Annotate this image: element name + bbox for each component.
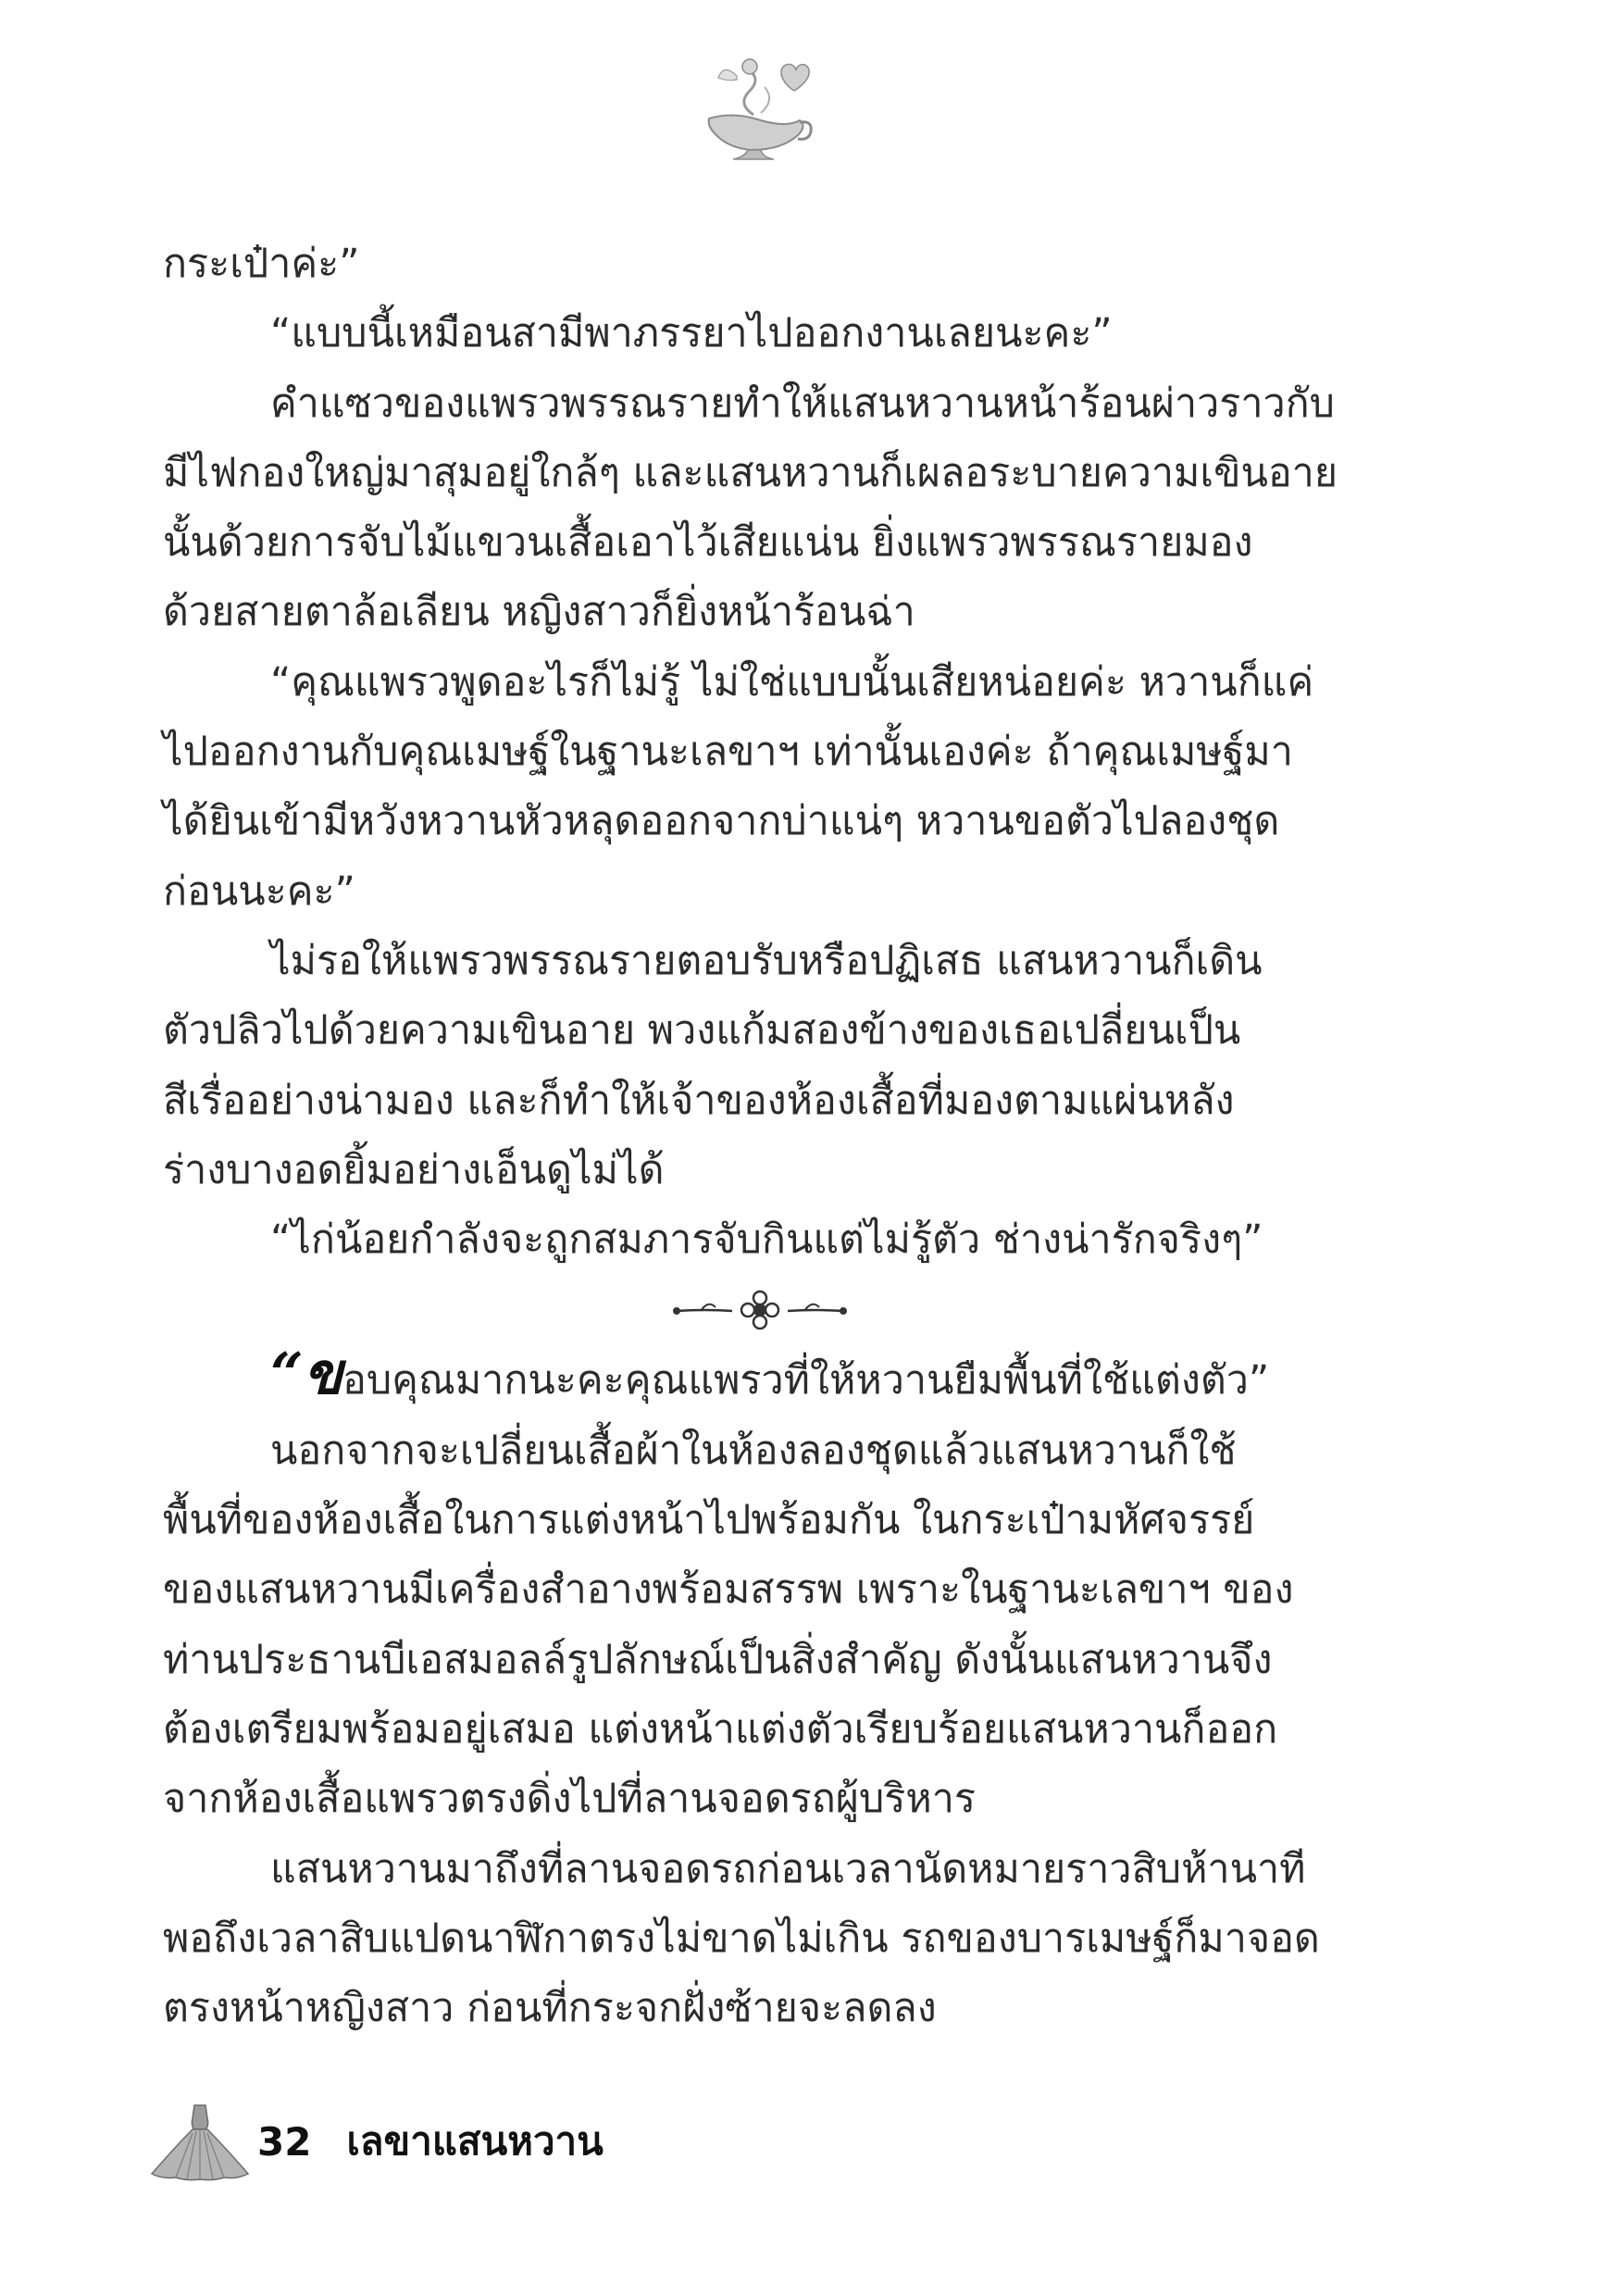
paragraph: กระเป๋าค่ะ” xyxy=(163,241,360,287)
drop-cap: “ข xyxy=(270,1340,343,1408)
page-footer xyxy=(148,2100,604,2183)
section-opening-line xyxy=(163,1340,1357,1416)
floral-divider-icon xyxy=(667,1287,853,1333)
paragraph: “คุณแพรวพูดอะไรก็ไม่รู้ ไม่ใช่แบบนั้นเสียหน่อยค่ะ หวานก็แค่ ไปออกงานกับคุณเมษฐ์ในฐานะเลขาฯ เท่านั้นเองค่ะ ถ้าคุณเมษฐ์มา ได้ยินเข้ามีหวังหวานหัวหลุดออกจากบ่าแน่ๆ หวานขอตัวไปลองชุด ก่อนนะคะ” xyxy=(163,658,1314,915)
scene-break xyxy=(163,1275,1357,1345)
paragraph: นอกจากจะเปลี่ยนเสื้อผ้าในห้องลองชุดแล้วแสนหวานก็ใช้ พื้นที่ของห้องเสื้อในการแต่งหน้าไปพร้อมกัน ในกระเป๋ามหัศจรรย์ ของแสนหวานมีเครื่องสำอางพร้อมสรรพ เพราะในฐานะเลขาฯ ของ ท่านประธานบีเอสมอลล์รูปลักษณ์เป็นสิ่งสำคัญ ดังนั้นแสนหวานจึง ต้องเตรียมพร้อมอยู่เสมอ แต่งหน้าแต่งตัวเรียบร้อยแสนหวานก็ออก จากห้องเสื้อแพรวตรงดิ่งไปที่ลานจอดรถผู้บริหาร xyxy=(163,1427,1294,1823)
paragraph: คำแซวของแพรวพรรณรายทำให้แสนหวานหน้าร้อนผ่าวราวกับ มีไฟกองใหญ่มาสุมอยู่ใกล้ๆ และแสนหวานก็เผลอระบายความเขินอาย นั้นด้วยการจับไม้แขวนเสื้อเอาไว้เสียแน่น ยิ่งแพรวพรรณรายมอง ด้วยสายตาล้อเลียน หญิงสาวก็ยิ่งหน้าร้อนฉ่า xyxy=(163,380,1338,636)
book-title: เลขาแสนหวาน xyxy=(346,2118,604,2164)
header-ornament-icon xyxy=(696,54,816,163)
dress-icon xyxy=(148,2102,252,2181)
paragraph: แสนหวานมาถึงที่ลานจอดรถก่อนเวลานัดหมายราวสิบห้านาที พอถึงเวลาสิบแปดนาฬิกาตรงไม่ขาดไม่เกิน รถของบารเมษฐ์ก็มาจอด ตรงหน้าหญิงสาว ก่อนที่กระจกฝั่งซ้ายจะลดลง xyxy=(163,1845,1320,2032)
page-number: 32 xyxy=(257,2118,312,2165)
paragraph: “ไก่น้อยกำลังจะถูกสมภารจับกินแต่ไม่รู้ตัว ช่างน่ารักจริงๆ” xyxy=(270,1217,1263,1264)
body-text xyxy=(163,230,1357,2043)
opening-line-rest: อบคุณมากนะคะคุณแพรวที่ให้หวานยืมพื้นที่ใช้แต่งตัว” xyxy=(342,1357,1270,1404)
paragraph: “แบบนี้เหมือนสามีพาภรรยาไปออกงานเลยนะคะ” xyxy=(270,310,1113,357)
paragraph: ไม่รอให้แพรวพรรณรายตอบรับหรือปฏิเสธ แสนหวานก็เดิน ตัวปลิวไปด้วยความเขินอาย พวงแก้มสองข้างของเธอเปลี่ยนเป็น สีเรื่ออย่างน่ามอง และก็ทำให้เจ้าของห้องเสื้อที่มองตามแผ่นหลัง ร่างบางอดยิ้มอย่างเอ็นดูไม่ได้ xyxy=(163,937,1263,1193)
